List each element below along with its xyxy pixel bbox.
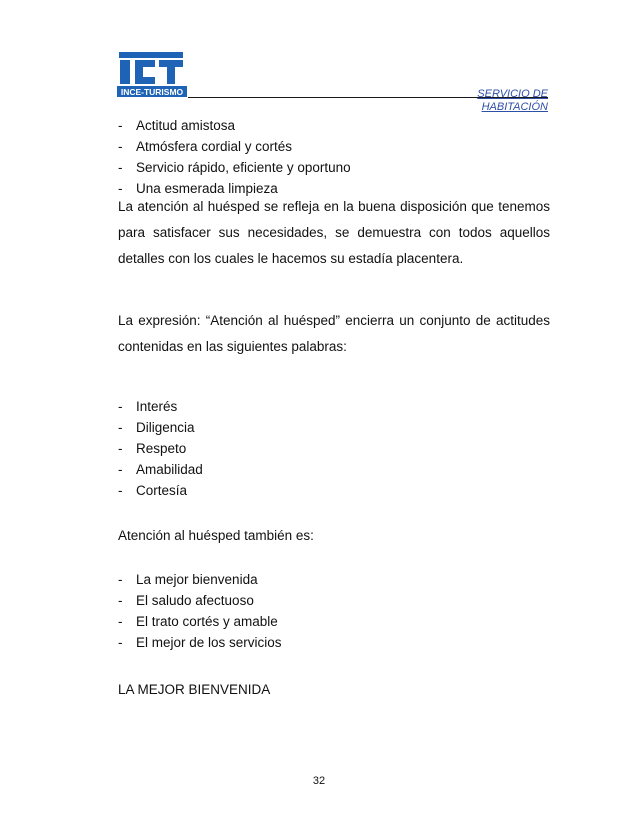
list-item: - El saludo afectuoso — [118, 590, 550, 611]
list-item-text: Una esmerada limpieza — [136, 181, 278, 196]
welcome-list-section — [118, 569, 550, 653]
list-item: - Cortesía — [118, 480, 550, 501]
attitudes-list-section — [118, 396, 550, 501]
section-heading-text: LA MEJOR BIENVENIDA — [118, 682, 271, 697]
ince-turismo-logo — [117, 50, 187, 98]
paragraph-guest-attention — [118, 194, 550, 272]
paragraph-text: La atención al huésped se refleja en la buena disposición que tenemos para satisfacer sus necesidades, se demuestra con todos aquellos detalles con los cuales le hacemos su estadía placentera. — [118, 199, 550, 266]
list-item: - Actitud amistosa — [118, 115, 550, 136]
welcome-list — [118, 569, 550, 653]
list-item-text: Actitud amistosa — [136, 118, 236, 133]
qualities-list — [118, 115, 550, 199]
list-item-text: El saludo afectuoso — [136, 593, 254, 608]
list-item-text: Respeto — [136, 441, 187, 456]
list-item-text: Cortesía — [136, 483, 188, 498]
list-item: - El trato cortés y amable — [118, 611, 550, 632]
section-heading — [118, 677, 550, 703]
list-item: - El mejor de los servicios — [118, 632, 550, 653]
list-item-text: Diligencia — [136, 420, 195, 435]
logo-text: INCE-TURISMO — [120, 87, 184, 97]
list-item-text: Atmósfera cordial y cortés — [136, 139, 293, 154]
list-item: - La mejor bienvenida — [118, 569, 550, 590]
list-item: - Respeto — [118, 438, 550, 459]
header-title-line2: HABITACIÓN — [481, 100, 548, 113]
list-item: - Atmósfera cordial y cortés — [118, 136, 550, 157]
header-title-line1: SERVICIO DE — [477, 88, 548, 100]
list-item-text: El trato cortés y amable — [136, 614, 278, 629]
list-item-text: La mejor bienvenida — [136, 572, 258, 587]
paragraph-text: La expresión: “Atención al huésped” encierra un conjunto de actitudes contenidas en las siguientes palabras: — [118, 313, 550, 354]
paragraph-also — [118, 523, 550, 549]
paragraph-expression — [118, 308, 550, 360]
list-item: - Interés — [118, 396, 550, 417]
list-item: - Amabilidad — [118, 459, 550, 480]
qualities-list-section — [118, 115, 550, 199]
list-item: - Una esmerada limpieza — [118, 178, 550, 199]
header-title — [477, 88, 548, 113]
list-item-text: Interés — [136, 399, 178, 414]
list-item-text: Amabilidad — [136, 462, 203, 477]
list-item-text: Servicio rápido, eficiente y oportuno — [136, 160, 351, 175]
list-item: - Diligencia — [118, 417, 550, 438]
paragraph-text: Atención al huésped también es: — [118, 528, 314, 543]
list-item-text: El mejor de los servicios — [136, 635, 282, 650]
page-number: 32 — [312, 775, 326, 787]
list-item: - Servicio rápido, eficiente y oportuno — [118, 157, 550, 178]
attitudes-list — [118, 396, 550, 501]
